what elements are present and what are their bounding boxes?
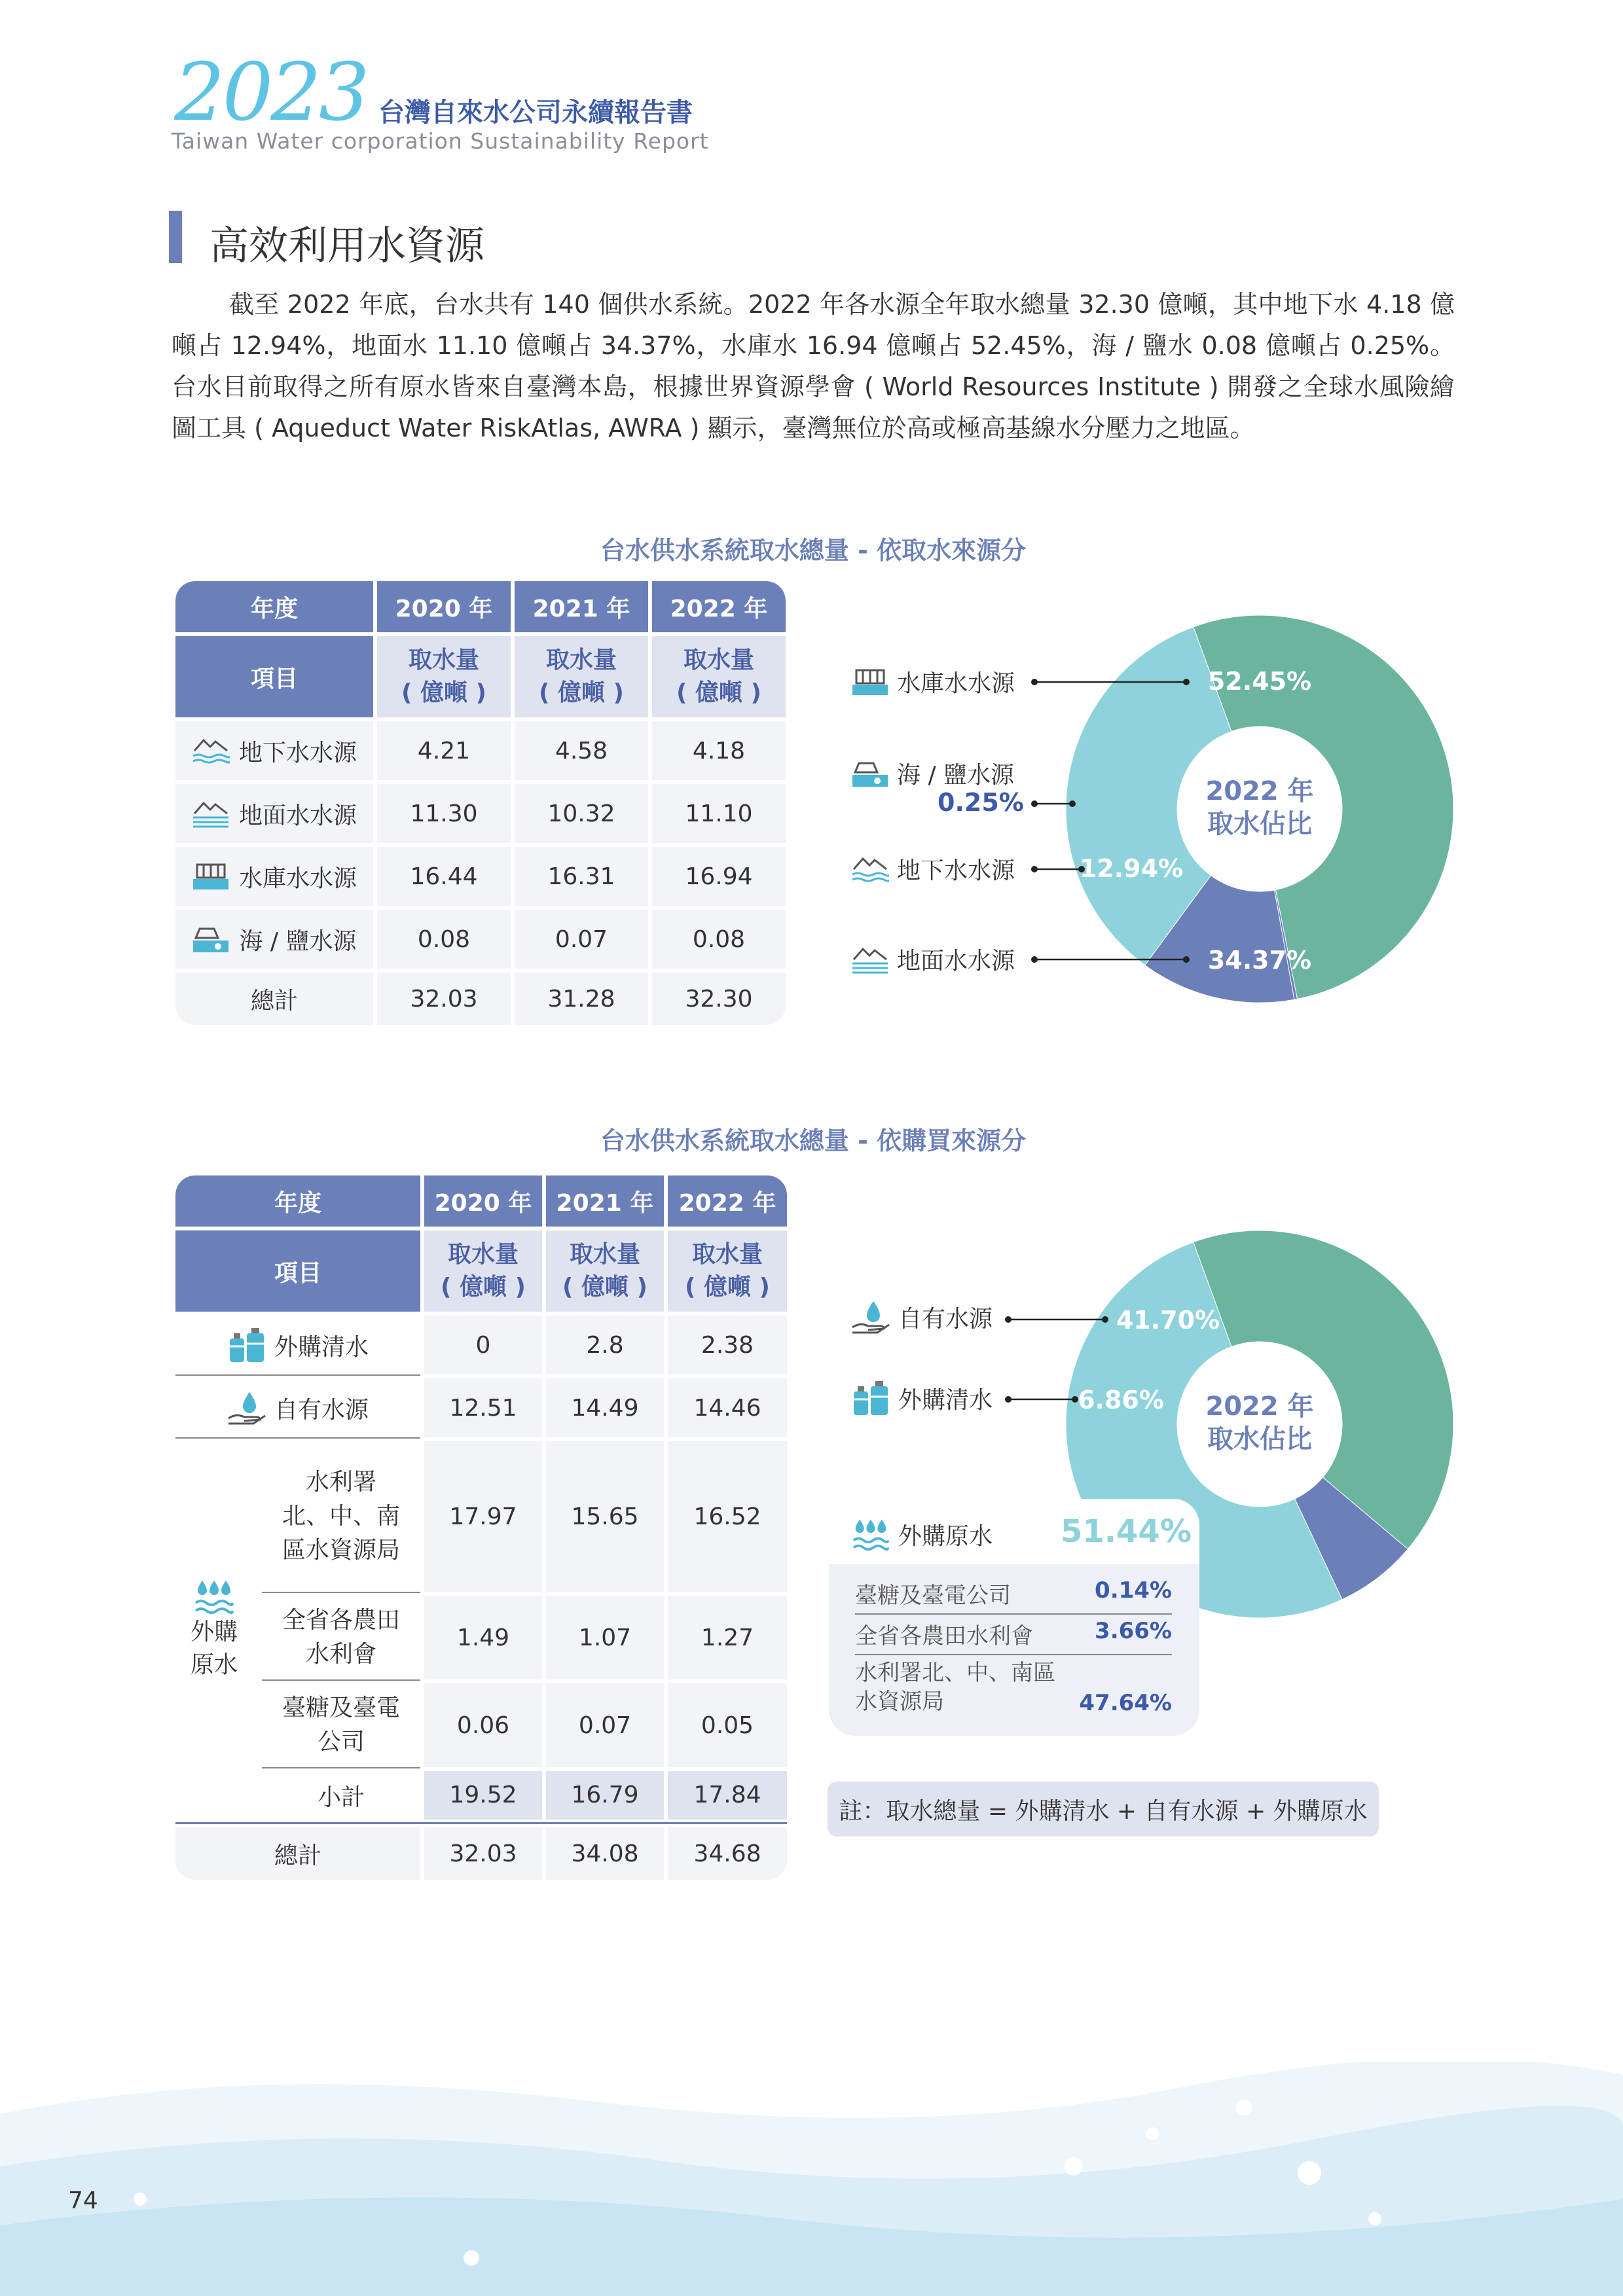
legend-label: 外購原水 [898, 1522, 993, 1550]
legend-label: 海 / 鹽水源 [897, 762, 1015, 789]
row-label-subtotal: 小計 [317, 1784, 365, 1811]
total-label: 總計 [175, 1827, 420, 1880]
chart1-center-label: 取水佔比 [1207, 809, 1312, 839]
legend-label: 地下水水源 [897, 857, 1015, 884]
row-label-wra: 水利署 北、中、南 區水資源局 [262, 1441, 420, 1593]
cell-value: 0.07 [515, 910, 648, 969]
chart1-label-surface: 34.37% [1207, 946, 1312, 975]
table1-year: 2020 年 [377, 581, 511, 632]
cell-value: 34.68 [668, 1827, 787, 1880]
table1-unit: 取水量 ( 億噸 ) [377, 636, 511, 717]
row-label-taisugar: 臺糖及臺電 公司 [262, 1683, 420, 1768]
water-drops-icon [194, 1577, 234, 1616]
legend-label: 外購清水 [898, 1386, 993, 1414]
table1-year: 2022 年 [652, 581, 786, 632]
chart1-label-reservoir: 52.45% [1207, 667, 1312, 696]
chart2-label-clean: 6.86% [1078, 1386, 1164, 1414]
cell-value: 12.51 [424, 1378, 542, 1437]
chart2-center-label: 取水佔比 [1207, 1424, 1312, 1454]
cell-value: 14.49 [546, 1378, 664, 1437]
cell-value: 0.06 [424, 1683, 542, 1767]
cell-value: 4.21 [377, 721, 511, 780]
breakdown-row: 全省各農田水利會 3.66% [855, 1618, 1172, 1655]
cell-value: 17.97 [424, 1441, 542, 1592]
table1-unit: 取水量 ( 億噸 ) [652, 636, 786, 717]
cell-value: 16.94 [652, 847, 786, 906]
cell-value: 0.08 [652, 910, 786, 969]
legend-own [851, 1299, 993, 1335]
table2-caption: 台水供水系統取水總量 - 依購買來源分 [600, 1126, 1027, 1155]
cell-value: 16.31 [515, 847, 648, 906]
cell-value: 2.8 [546, 1316, 664, 1374]
cell-value: 32.03 [377, 973, 511, 1025]
row-label: 水庫水水源 [238, 865, 357, 892]
legend-raw [851, 1516, 993, 1552]
table-row [175, 784, 786, 843]
table-row [175, 721, 786, 780]
legend-label: 地面水水源 [897, 948, 1015, 975]
row-label: 地面水水源 [238, 802, 357, 829]
cell-value: 16.44 [377, 847, 511, 906]
hand-water-drop-icon [227, 1390, 266, 1426]
seawater-icon [851, 759, 889, 788]
legend-clean [851, 1380, 993, 1416]
table2-year: 2021 年 [546, 1175, 664, 1227]
cell-value: 16.79 [546, 1771, 664, 1820]
legend-sea-percent: 0.25% [938, 788, 1024, 817]
row-label-own: 自有水源 [175, 1378, 420, 1439]
decorative-wave [0, 2062, 1623, 2296]
table2-unit: 取水量 ( 億噸 ) [668, 1230, 787, 1312]
cell-value: 4.58 [515, 721, 648, 780]
cell-value: 0 [424, 1316, 542, 1374]
reservoir-icon [192, 862, 230, 891]
cell-value: 2.38 [668, 1316, 787, 1374]
bottled-water-icon [227, 1327, 266, 1363]
legend-reservoir [851, 665, 1015, 698]
legend-label: 水庫水水源 [897, 670, 1015, 697]
groundwater-icon [851, 855, 889, 884]
report-subtitle: Taiwan Water corporation Sustainability Report [172, 128, 709, 154]
section-title: 高效利用水資源 [210, 223, 484, 269]
breakdown-row: 臺糖及臺電公司 0.14% [855, 1577, 1172, 1615]
cell-value: 15.65 [546, 1441, 664, 1592]
table1-item-header: 項目 [175, 636, 373, 717]
row-label-irrigation: 全省各農田 水利會 [262, 1596, 420, 1681]
cell-value: 17.84 [668, 1771, 787, 1820]
groundwater-icon [192, 736, 230, 765]
total-label: 總計 [175, 973, 373, 1025]
row-label-bought-clean: 外購清水 [175, 1316, 420, 1376]
report-year: 2023 [174, 46, 367, 139]
legend-ground [851, 852, 1015, 886]
chart1-center-year: 2022 年 [1205, 776, 1314, 806]
cell-value: 19.52 [424, 1771, 542, 1820]
cell-value: 1.27 [668, 1596, 787, 1679]
formula-note: 註：取水總量 = 外購清水 + 自有水源 + 外購原水 [828, 1782, 1379, 1837]
table1-year-header: 年度 [175, 581, 373, 632]
intro-paragraph: 截至 2022 年底，台水共有 140 個供水系統。2022 年各水源全年取水總量 32.30 億噸，其中地下水 4.18 億噸占 12.94%，地面水 11.10 億噸占 34.37%，水庫水 16.94 億噸占 52.45%，海 / 鹽水 0.08 億噸占 0.25%。台水目前取得之所有原水皆來自臺灣本島，根據世界資源學會 ( World Resources Institute ) 開發之全球水風險繪圖工具 ( Aqueduct Water RiskAtlas, AWRA ) 顯示，臺灣無位於高或極高基線水分壓力之地區。 [172, 290, 1455, 442]
cell-value: 4.18 [652, 721, 786, 780]
table2 [175, 1175, 787, 1885]
chart2-center-year: 2022 年 [1205, 1391, 1314, 1422]
report-title: 台灣自來水公司永續報告書 [378, 98, 693, 128]
table2-year: 2022 年 [668, 1175, 787, 1227]
legend-label: 自有水源 [898, 1305, 993, 1333]
cell-value: 11.30 [377, 784, 511, 843]
bottled-water-icon [851, 1380, 890, 1416]
cell-value: 14.46 [668, 1378, 787, 1437]
page-number: 74 [68, 2187, 98, 2214]
row-label: 地下水水源 [238, 739, 357, 766]
table1 [172, 577, 790, 1029]
total-divider [175, 1822, 787, 1824]
legend-surface [851, 942, 1015, 976]
table2-year-header: 年度 [175, 1175, 420, 1227]
table-row [175, 847, 786, 906]
cell-value: 32.03 [424, 1827, 542, 1880]
table2-item-header: 項目 [175, 1230, 420, 1312]
table2-unit: 取水量 ( 億噸 ) [546, 1230, 664, 1312]
cell-value: 10.32 [515, 784, 648, 843]
cell-value: 0.07 [546, 1683, 664, 1767]
table2-unit: 取水量 ( 億噸 ) [424, 1230, 542, 1312]
cell-value: 1.07 [546, 1596, 664, 1679]
cell-value: 32.30 [652, 973, 786, 1025]
table1-unit: 取水量 ( 億噸 ) [515, 636, 648, 717]
chart1-label-ground: 12.94% [1079, 854, 1184, 883]
cell-value: 16.52 [668, 1441, 787, 1592]
cell-value: 1.49 [424, 1596, 542, 1679]
chart2-label-own: 41.70% [1116, 1306, 1220, 1335]
legend-sea [851, 757, 1014, 790]
table1-caption: 台水供水系統取水總量 - 依取水來源分 [600, 536, 1027, 565]
table-row [175, 910, 786, 969]
hand-water-drop-icon [851, 1299, 890, 1335]
breakdown-row: 水利署北、中、南區 水資源局 47.64% [855, 1660, 1172, 1716]
surface-water-icon [851, 945, 889, 974]
raw-water-percent: 51.44% [1061, 1513, 1192, 1550]
cell-value: 11.10 [652, 784, 786, 843]
cell-value: 0.05 [668, 1683, 787, 1767]
cell-value: 0.08 [377, 910, 511, 969]
water-drops-icon [851, 1516, 890, 1552]
table-total-row [175, 973, 786, 1025]
surface-water-icon [192, 799, 230, 828]
seawater-icon [192, 925, 230, 954]
group-label-bought-raw: 外購 原水 [175, 1441, 253, 1817]
table2-year: 2020 年 [424, 1175, 542, 1227]
row-label: 海 / 鹽水源 [239, 927, 357, 955]
reservoir-icon [851, 668, 889, 696]
cell-value: 31.28 [515, 973, 648, 1025]
table1-year: 2021 年 [515, 581, 648, 632]
cell-value: 34.08 [546, 1827, 664, 1880]
section-marker [169, 211, 182, 263]
